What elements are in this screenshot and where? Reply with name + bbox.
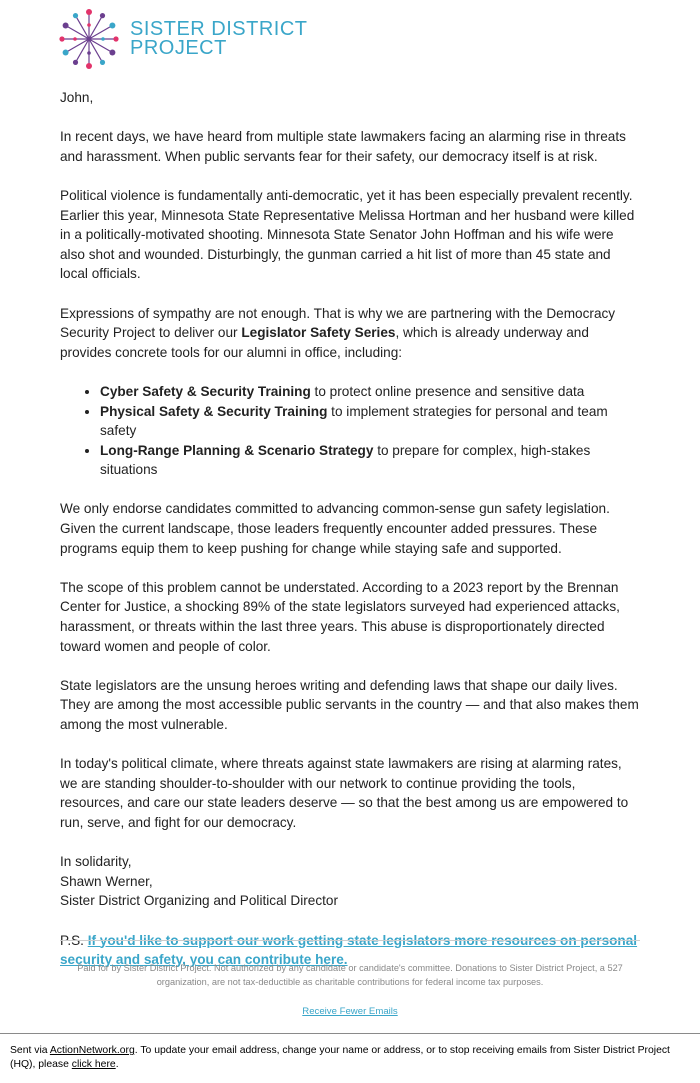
brand-logo[interactable]: [58, 8, 308, 70]
paid-for-disclaimer: Paid for by Sister District Project. Not authorized by any candidate or candidate's committee. Donations to Sister District Project, a 527 organization, are not tax-deductible as charitable contributions for federal income tax purposes.: [77, 963, 623, 987]
list-item-text: to protect online presence and sensitive data: [310, 383, 585, 399]
list-item: [100, 441, 642, 480]
starburst-logo-icon: [58, 8, 120, 70]
training-list: [60, 382, 642, 480]
footer-text: . To update your email address, change your name or address, or to stop receiving emails from Sister District Project (HQ), please: [10, 1045, 670, 1070]
paragraph-3-start: Expressions of sympathy are not enough. That is why we are partnering with the Democracy Security Project to deliver our: [60, 305, 616, 341]
list-item-title: Long-Range Planning & Scenario Strategy: [100, 442, 374, 458]
unsubscribe-row: [0, 1006, 700, 1017]
list-item-text: to implement strategies for personal and team safety: [100, 403, 608, 439]
signer-title: Sister District Organizing and Political Director: [60, 893, 339, 909]
action-network-footer: [10, 1044, 690, 1072]
logo-wordmark: [130, 20, 308, 58]
signer-name: Shawn Werner,: [60, 873, 153, 889]
paragraph-6: State legislators are the unsung heroes writing and defending laws that shape our daily lives. They are among the most accessible public servants in the country — and that also makes them among the most vulnerable.: [60, 677, 639, 732]
contribute-link[interactable]: If you'd like to support our work getting state legislators more resources on personal security and safety, you can contribute here.: [60, 932, 638, 968]
list-item: [100, 402, 642, 441]
logo-line-1: SISTER DISTRICT: [130, 18, 308, 40]
paragraph-2: Political violence is fundamentally anti-democratic, yet it has been especially prevalent recently. Earlier this year, Minnesota State Representative Melissa Hortman and her husband were killed in a politically-motivated shooting. Minnesota State Senator John Hoffman and his wife were also shot and wounded. Disturbingly, the gunman carried a hit list of more than 45 state and local officials.: [60, 187, 635, 282]
paragraph-4: We only endorse candidates committed to advancing common-sense gun safety legislation. Given the current landscape, those leaders frequently encounter added pressures. These programs equip them to keep pushing for change while staying safe and supported.: [60, 501, 610, 556]
footer-suffix: .: [115, 1059, 119, 1070]
paragraph-3: [60, 304, 642, 363]
footer-divider: [0, 1033, 700, 1034]
footer-prefix: Sent via: [10, 1045, 50, 1056]
paragraph-5: The scope of this problem cannot be understated. According to a 2023 report by the Brennan Center for Justice, a shocking 89% of the state legislators surveyed had experienced attacks, harassment, or threats within the last three years. This abuse is disproportionately directed toward women and people of color.: [60, 579, 620, 654]
list-item-text: to prepare for complex, high-stakes situations: [100, 442, 591, 478]
divider: [60, 940, 640, 941]
click-here-link[interactable]: click here: [71, 1059, 116, 1070]
list-item: [100, 382, 642, 402]
paragraph-1: In recent days, we have heard from multiple state lawmakers facing an alarming rise in threats and harassment. When public servants fear for their safety, our democracy itself is at risk.: [60, 129, 626, 164]
list-item-title: Cyber Safety & Security Training: [100, 383, 311, 399]
salutation: John,: [60, 90, 94, 105]
signature-block: [60, 852, 642, 911]
receive-fewer-emails-link[interactable]: Receive Fewer Emails: [302, 1006, 398, 1017]
logo-line-2: PROJECT: [130, 37, 227, 59]
closing: In solidarity,: [60, 854, 132, 870]
paragraph-7: In today's political climate, where threats against state lawmakers are rising at alarming rates, we are standing shoulder-to-shoulder with our network to continue providing the tools, resources, and care our state leaders deserve — so that the best among us are empowered to run, serve, and fight for our democracy.: [60, 756, 629, 830]
ps-prefix: P.S.: [60, 932, 88, 948]
actionnetwork-link[interactable]: ActionNetwork.org: [49, 1045, 135, 1056]
paragraph-3-end: , which is already underway and provides concrete tools for our alumni in office, including:: [60, 325, 589, 360]
list-item-title: Physical Safety & Security Training: [100, 403, 328, 419]
letter-body: [60, 88, 642, 989]
series-name: Legislator Safety Series: [241, 325, 396, 341]
